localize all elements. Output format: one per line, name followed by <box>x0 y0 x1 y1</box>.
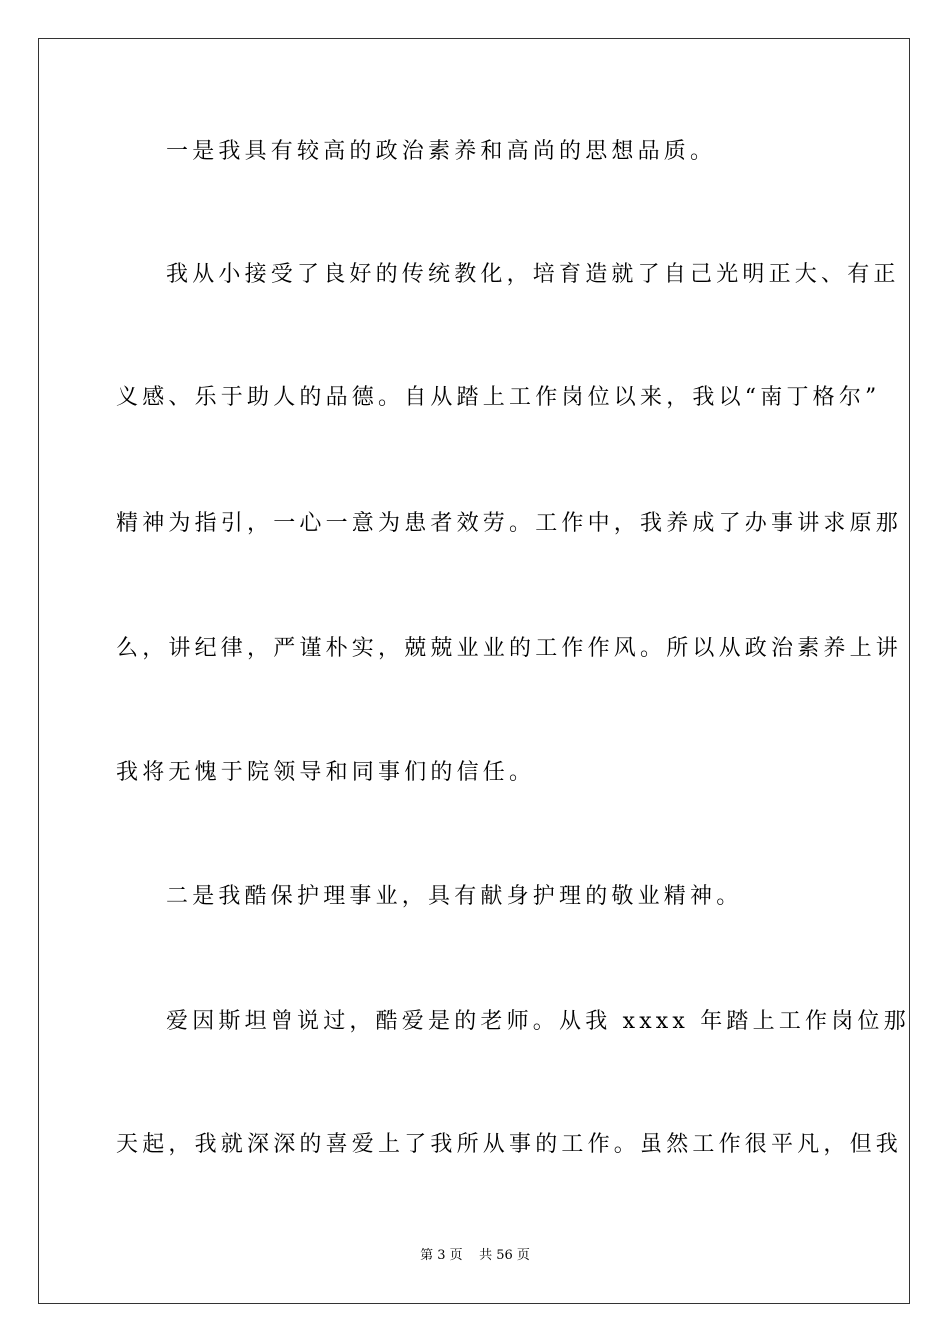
paragraph-line-2: 我从小接受了良好的传统教化，培育造就了自己光明正大、有正 <box>166 262 900 287</box>
page-border <box>38 38 910 1304</box>
paragraph-line-1: 一是我具有较高的政治素养和高尚的思想品质。 <box>166 139 717 164</box>
paragraph-line-7: 二是我酷保护理事业，具有献身护理的敬业精神。 <box>166 884 743 909</box>
paragraph-line-5: 么，讲纪律，严谨朴实，兢兢业业的工作作风。所以从政治素养上讲 <box>116 636 903 661</box>
paragraph-line-4: 精神为指引，一心一意为患者效劳。工作中，我养成了办事讲求原那 <box>116 511 903 536</box>
page-number-footer: 第 3 页 共 56 页 <box>420 1248 530 1263</box>
paragraph-line-6: 我将无愧于院领导和同事们的信任。 <box>116 760 536 785</box>
paragraph-line-9: 天起，我就深深的喜爱上了我所从事的工作。虽然工作很平凡，但我 <box>116 1132 903 1157</box>
paragraph-line-3: 义感、乐于助人的品德。自从踏上工作岗位以来，我以“南丁格尔” <box>116 385 881 410</box>
paragraph-line-8: 爱因斯坦曾说过，酷爱是的老师。从我 xxxx 年踏上工作岗位那 <box>166 1009 910 1034</box>
